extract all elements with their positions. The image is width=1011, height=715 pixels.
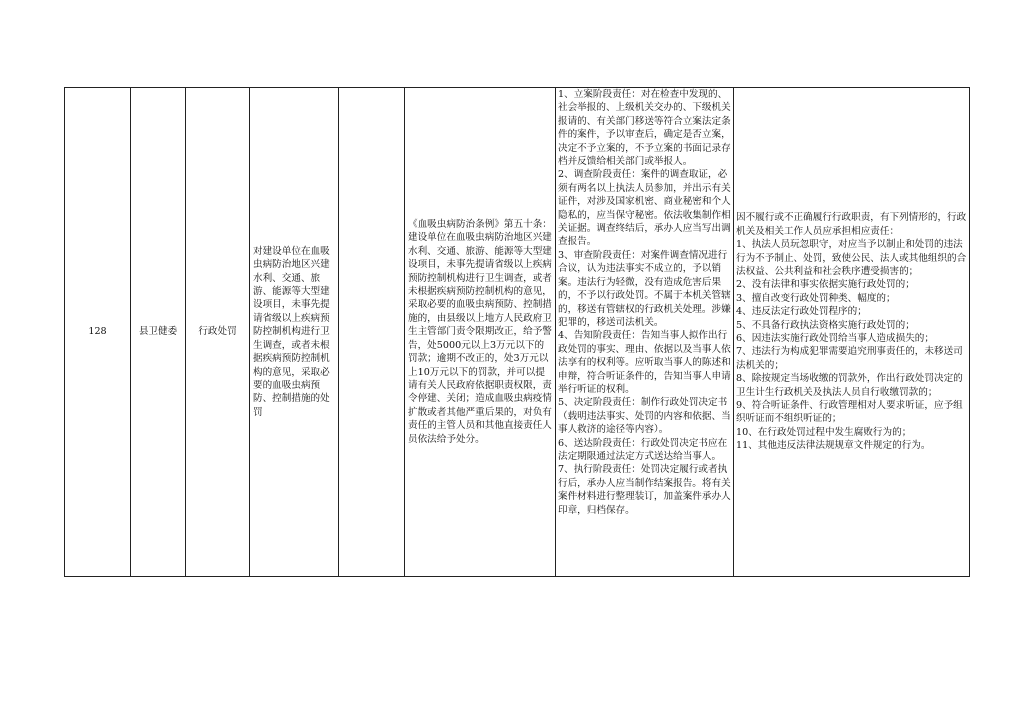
responsibility-item: 7、执行阶段责任：处罚决定履行或者执行后，承办人应当制作结案报告。将有关案件材料进行整理装订，加盖案件承办人印章，归档保存。 (558, 464, 731, 516)
accountability-item: 4、违反法定行政处罚程序的； (736, 306, 867, 318)
authority-table (64, 87, 970, 577)
accountability-cell (734, 88, 970, 577)
accountability-item: 6、因违法实施行政处罚给当事人造成损失的； (736, 333, 934, 344)
table-row (65, 88, 970, 577)
item-name-cell: 对建设单位在血吸虫病防治地区兴建水利、交通、旅游、能源等大型建设项目，未事先提请省级以上疾病预防控制机构进行卫生调查，或者未根据疾病预防控制机构的意见，采取必要的血吸虫病预防、控制措施的处罚 (250, 88, 339, 577)
category-cell: 行政处罚 (186, 88, 250, 577)
responsibility-item: 1、立案阶段责任：对在检查中发现的、社会举报的、上级机关交办的、下级机关报请的、有关部门移送等符合立案法定条件的案件，予以审查后，确定是否立案，决定不予立案的，不予立案的书面记录存档并反馈给相关部门或举报人。 (558, 89, 731, 168)
accountability-item: 7、违法行为构成犯罪需要追究刑事责任的，未移送司法机关的； (736, 346, 963, 371)
accountability-item: 2、没有法律和事实依据实施行政处罚的； (736, 279, 915, 291)
responsibility-item: 3、审查阶段责任：对案件调查情况进行合议，认为违法事实不成立的，予以销案。违法行为轻微，没有造成危害后果的，不予以行政处罚。不属于本机关管辖的，移送有管辖权的行政机关处理。涉嫌犯罪的，移送司法机关。 (558, 249, 731, 328)
accountability-item: 1、执法人员玩忽职守，对应当予以制止和处罚的违法行为不予制止、处罚，致使公民、法人或其他组织的合法权益、公共利益和社会秩序遭受损害的； (736, 239, 967, 277)
accountability-item: 10、在行政处罚过程中发生腐败行为的； (736, 426, 912, 438)
responsibility-item: 5、决定阶段责任：制作行政处罚决定书（载明违法事实、处罚的内容和依据、当事人救济的途径等内容）。 (558, 397, 731, 436)
responsibility-item: 6、送达阶段责任：行政处罚决定书应在法定期限通过法定方式送达给当事人。 (558, 437, 728, 462)
legal-basis-cell: 《血吸虫病防治条例》第五十条：建设单位在血吸虫病防治地区兴建水利、交通、旅游、能源等大型建设项目，未事先提请省级以上疾病预防控制机构进行卫生调查，或者未根据疾病预防控制机构的意见，采取必要的血吸虫病预防、控制措施的，由县级以上地方人民政府卫生主管部门责令限期改正，给予警告，处5000元以上3万元以下的罚款；逾期不改正的，处3万元以上10万元以下的罚款，并可以提请有关人民政府依据职责权限，责令停建、关闭；造成血吸虫病疫情扩散或者其他严重后果的，对负有责任的主管人员和其他直接责任人员依法给予处分。 (405, 88, 556, 577)
accountability-item: 8、除按规定当场收缴的罚款外，作出行政处罚决定的卫生计生行政机关及执法人员自行收缴罚款的； (736, 373, 963, 398)
accountability-item: 5、不具备行政执法资格实施行政处罚的； (736, 319, 915, 331)
responsibility-item: 2、调查阶段责任：案件的调查取证，必须有两名以上执法人员参加，并出示有关证件，对涉及国家机密、商业秘密和个人隐私的，应当保守秘密。依法收集制作相关证据。调查终结后，承办人应当写出调查报告。 (558, 169, 731, 248)
responsibility-item: 4、告知阶段责任：告知当事人拟作出行政处罚的事实、理由、依据以及当事人依法享有的权利等。应听取当事人的陈述和申辩，符合听证条件的，告知当事人申请举行听证的权利。 (558, 330, 731, 395)
row-number: 128 (65, 88, 131, 577)
accountability-item: 3、擅自改变行政处罚种类、幅度的； (736, 292, 896, 304)
accountability-item: 9、符合听证条件、行政管理相对人要求听证，应予组织听证而不组织听证的； (736, 400, 963, 425)
responsibility-cell (556, 88, 734, 577)
department-cell: 县卫健委 (131, 88, 186, 577)
accountability-intro: 因不履行或不正确履行行政职责，有下列情形的，行政机关及相关工作人员应承担相应责任： (736, 212, 967, 237)
accountability-item: 11、其他违反法律法规规章文件规定的行为。 (736, 440, 931, 452)
sub-item-cell (339, 88, 405, 577)
